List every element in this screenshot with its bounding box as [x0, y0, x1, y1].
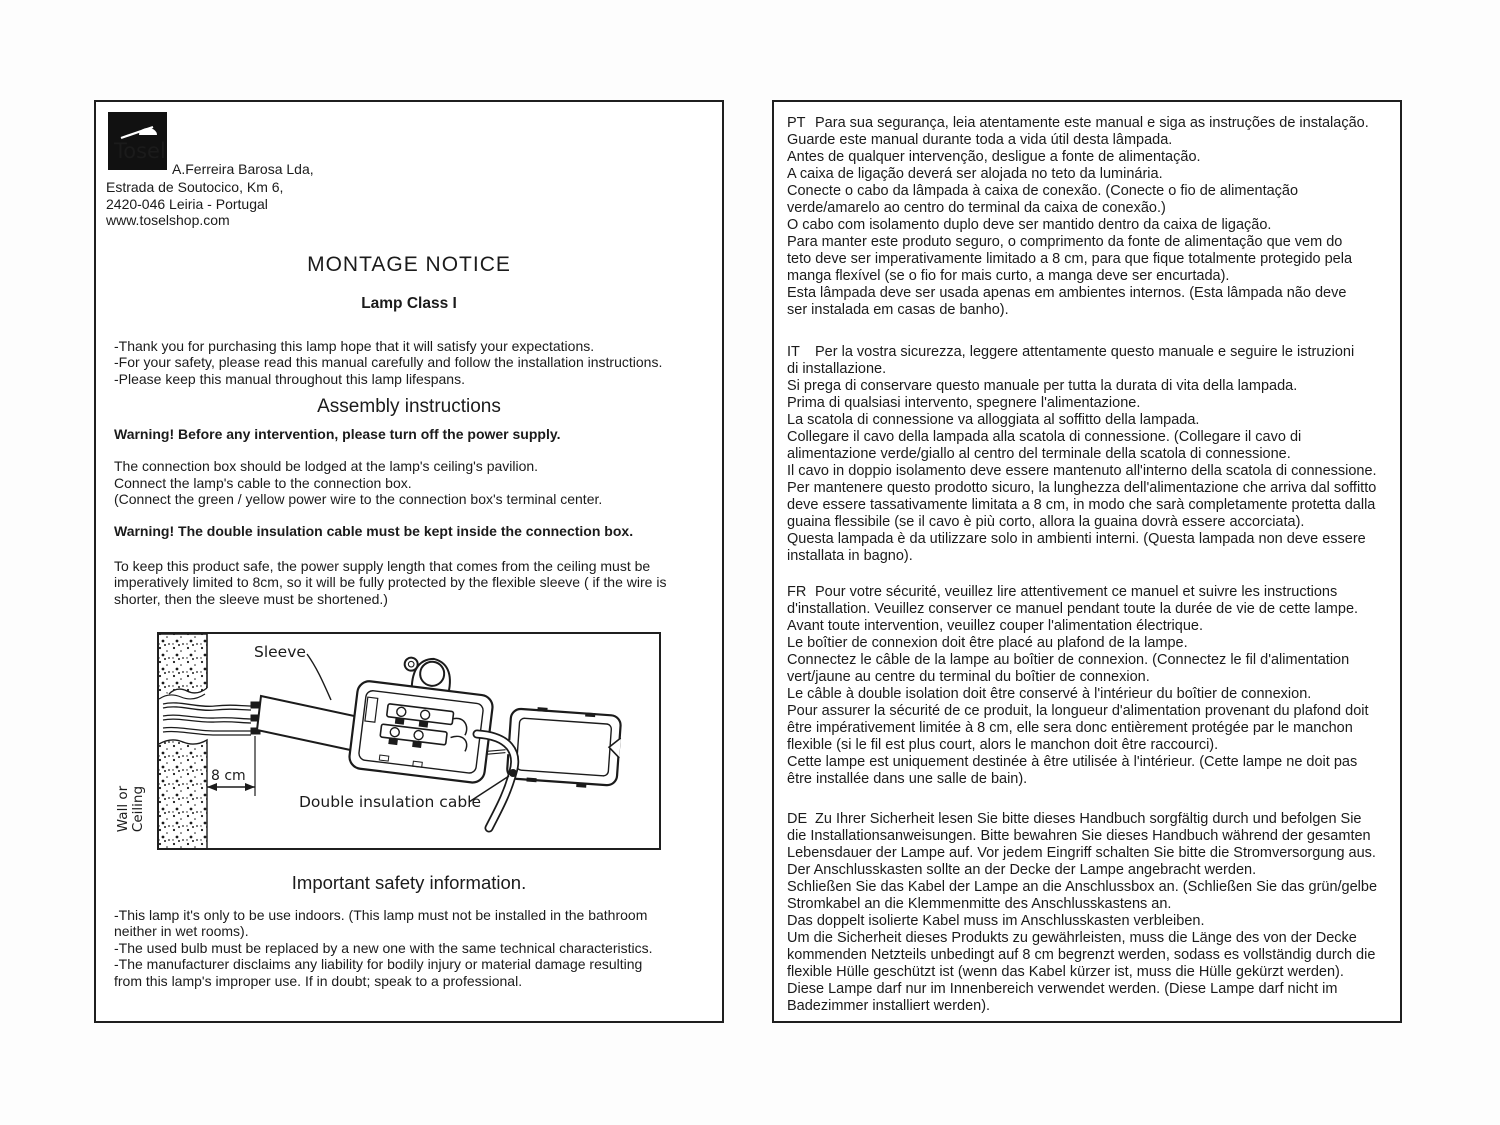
tosel-logo-icon: [108, 112, 167, 170]
wall-or-ceiling-label: [116, 764, 146, 854]
text-line: Questa lampada è da utilizzare solo in ambienti interni. (Questa lampada non deve essere: [787, 531, 1366, 547]
text-line: (Connect the green / yellow power wire to the connection box's terminal center.: [114, 491, 603, 508]
text-line: Conecte o cabo da lâmpada à caixa de conexão. (Conecte o fio de alimentação: [787, 183, 1299, 199]
section-german: [787, 811, 1394, 1015]
text-line: -The manufacturer disclaims any liability for bodily injury or material damage resulting: [114, 956, 643, 973]
section-body: [787, 132, 1394, 319]
manual-page-translations: [772, 100, 1402, 1023]
text-line: shorter, then the sleeve must be shortened.): [114, 590, 388, 607]
page-title: MONTAGE NOTICE: [307, 253, 511, 276]
company-name: A.Ferreira Barosa Lda,: [172, 161, 314, 177]
text-line: Schließen Sie das Kabel der Lampe an die Anschlussbox an. (Schließen Sie das grün/gelbe: [787, 879, 1378, 895]
connection-box-cover: [503, 705, 622, 790]
section-first-line: Per la vostra sicurezza, leggere attentamente questo manuale e seguire le istruzioni: [815, 344, 1355, 360]
language-code-fr: FR: [787, 584, 807, 600]
text-line: teto deve ser imperativamente limitado a 8 cm, para que fique totalmente protegido pela: [787, 251, 1353, 267]
text-line: neither in wet rooms).: [114, 923, 249, 940]
text-line: Avant toute intervention, veuillez couper l'alimentation électrique.: [787, 618, 1203, 634]
text-line: Connectez le câble de la lampe au boîtier de connexion. (Connectez le fil d'alimentation: [787, 652, 1350, 668]
text-line: guaina flessibile (se il cavo è più corto, allora la guaina dovrà essere accorciata).: [787, 514, 1305, 530]
tosel-logo: [108, 112, 167, 170]
lamp-class-subtitle: Lamp Class I: [361, 295, 457, 312]
text-line: Para manter este produto seguro, o comprimento da fonte de alimentação que vem do: [787, 234, 1343, 250]
text-line: Das doppelt isolierte Kabel muss im Anschlusskasten verbleiben.: [787, 913, 1205, 929]
assembly-heading: Assembly instructions: [317, 396, 501, 417]
text-line: être installée dans une salle de bain).: [787, 771, 1028, 787]
text-line: -Please keep this manual throughout this lamp lifespans.: [114, 370, 465, 387]
section-body: [787, 361, 1394, 565]
text-line: Der Anschlusskasten sollte an der Decke der Lampe angebracht werden.: [787, 862, 1257, 878]
text-line: installata in bagno).: [787, 548, 913, 564]
installation-diagram: [157, 632, 661, 850]
sleeve-label: Sleeve: [254, 643, 306, 661]
cable-callout-dot: [509, 769, 517, 777]
text-line: www.toselshop.com: [106, 212, 230, 228]
section-body: [787, 601, 1394, 788]
text-line: La scatola di connessione va alloggiata al soffitto della lampada.: [787, 412, 1200, 428]
text-line: Estrada de Soutocico, Km 6,: [106, 179, 284, 195]
text-line: -This lamp it's only to be use indoors. (This lamp must not be installed in the bathroom: [114, 907, 648, 923]
text-line: manga flexível (se o fio for mais curto, a manga deve ser encurtada).: [787, 268, 1230, 284]
text-line: di installazione.: [787, 361, 887, 377]
text-line: Esta lâmpada deve ser usada apenas em ambientes internos. (Esta lâmpada não deve: [787, 285, 1347, 301]
safety-paragraph: [114, 907, 653, 989]
text-line: Per mantenere questo prodotto sicuro, la lunghezza dell'alimentazione che arriva dal soffitto: [787, 480, 1377, 496]
svg-text:8 cm: 8 cm: [211, 768, 246, 784]
text-line: Il cavo in doppio isolamento deve essere mantenuto all'interno della scatola di connessione.: [787, 463, 1377, 479]
text-line: -Thank you for purchasing this lamp hope that it will satisfy your expectations.: [114, 338, 595, 354]
section-portuguese: [787, 115, 1394, 319]
text-line: Stromkabel an die Klemmenmitte des Anschlusskastens an.: [787, 896, 1172, 912]
text-line: Diese Lampe darf nur im Innenbereich verwendet werden. (Diese Lampe darf nicht im: [787, 981, 1338, 997]
wall-label-line1: Wall or: [115, 785, 131, 833]
text-line: verde/amarelo ao centro do terminal da caixa de conexão.): [787, 200, 1166, 216]
language-code-de: DE: [787, 811, 808, 827]
language-code-it: IT: [787, 344, 800, 360]
text-line: from this lamp's improper use. If in doubt; speak to a professional.: [114, 972, 523, 989]
text-line: vert/jaune au centre du terminal du boîtier de connexion.: [787, 669, 1150, 685]
section-first-line: Zu Ihrer Sicherheit lesen Sie bitte dieses Handbuch sorgfältig durch und befolgen Sie: [815, 811, 1362, 827]
double-insulation-cable-label: Double insulation cable: [299, 793, 482, 811]
language-code-pt: PT: [787, 115, 806, 131]
text-line: Prima di qualsiasi intervento, spegnere l'alimentazione.: [787, 395, 1141, 411]
safety-heading: Important safety information.: [291, 872, 527, 893]
text-line: Um die Sicherheit dieses Produkts zu gewährleisten, muss die Länge des von der Decke: [787, 930, 1357, 946]
svg-text:Tosel: Tosel: [114, 139, 166, 163]
text-line: kommenden Netzteils unbedingt auf 8 cm begrenzt werden, sodass es vollständig durch die: [787, 947, 1376, 963]
text-line: Collegare il cavo della lampada alla scatola di connessione. (Collegare il cavo di: [787, 429, 1302, 445]
text-line: d'installation. Veuillez conserver ce manuel pendant toute la durée de vie de cette lampe.: [787, 601, 1359, 617]
section-first-line: Para sua segurança, leia atentamente este manual e siga as instruções de instalação.: [815, 115, 1369, 131]
text-line: imperatively limited to 8cm, so it will be fully protected by the flexible sleeve ( if the wire is: [114, 574, 667, 591]
text-line: To keep this product safe, the power supply length that comes from the ceiling must be: [114, 558, 651, 574]
intro-paragraph: [114, 338, 662, 387]
text-line: Cette lampe est uniquement destinée à être utilisée à l'intérieur. (Cette lampe ne doit pas: [787, 754, 1358, 770]
text-line: deve essere tassativamente limitata a 8 cm, in modo che sarà completamente protetta dalla: [787, 497, 1376, 513]
manual-page-english: [94, 100, 724, 1023]
text-line: flexible Hülle geschützt ist (wenn das Kabel kürzer ist, muss die Hülle gekürzt werden).: [787, 964, 1344, 980]
text-line: O cabo com isolamento duplo deve ser mantido dentro da caixa de ligação.: [787, 217, 1272, 233]
text-line: 2420-046 Leiria - Portugal: [106, 195, 268, 212]
wall-label-line2: Ceiling: [130, 785, 146, 833]
section-first-line: Pour votre sécurité, veuillez lire attentivement ce manuel et suivre les instructions: [815, 584, 1338, 600]
company-address: [106, 179, 283, 229]
text-line: Badezimmer installiert werden).: [787, 998, 991, 1014]
warning-power-supply: Warning! Before any intervention, please turn off the power supply.: [114, 426, 561, 442]
connection-paragraph: [114, 458, 602, 508]
text-line: Connect the lamp's cable to the connection box.: [114, 474, 412, 491]
text-line: Si prega di conservare questo manuale per tutta la durata di vita della lampada.: [787, 378, 1298, 394]
warning-double-insulation: Warning! The double insulation cable must be kept inside the connection box.: [114, 523, 634, 539]
text-line: -The used bulb must be replaced by a new one with the same technical characteristics.: [114, 939, 653, 956]
text-line: Antes de qualquer intervenção, desligue a fonte de alimentação.: [787, 149, 1201, 165]
section-italian: [787, 344, 1394, 565]
text-line: The connection box should be lodged at the lamp's ceiling's pavilion.: [114, 458, 539, 474]
text-line: ser instalada em casas de banho).: [787, 302, 1009, 318]
text-line: flexible (si le fil est plus court, alors le manchon doit être raccourci).: [787, 737, 1219, 753]
text-line: -For your safety, please read this manual carefully and follow the installation instructions.: [114, 354, 663, 371]
text-line: Le boîtier de connexion doit être placé au plafond de la lampe.: [787, 635, 1188, 651]
section-body: [787, 828, 1394, 1015]
section-french: [787, 584, 1394, 788]
text-line: alimentazione verde/giallo al centro del terminale della scatola di connessione.: [787, 446, 1291, 462]
text-line: Le câble à double isolation doit être conservé à l'intérieur du boîtier de connexion.: [787, 686, 1312, 702]
text-line: Guarde este manual durante toda a vida útil desta lâmpada.: [787, 132, 1173, 148]
keep-safe-paragraph: [114, 558, 666, 607]
text-line: être impérativement limitée à 8 cm, elle sera donc entièrement protégée par le manchon: [787, 720, 1353, 736]
text-line: Pour assurer la sécurité de ce produit, la longueur d'alimentation provenant du plafond doit: [787, 703, 1369, 719]
text-line: Lebensdauer der Lampe auf. Vor jedem Eingriff schalten Sie bitte die Stromversorgung aus.: [787, 845, 1376, 861]
text-line: die Installationsanweisungen. Bitte bewahren Sie dieses Handbuch während der gesamten: [787, 828, 1371, 844]
text-line: A caixa de ligação deverá ser alojada no teto da luminária.: [787, 166, 1163, 182]
